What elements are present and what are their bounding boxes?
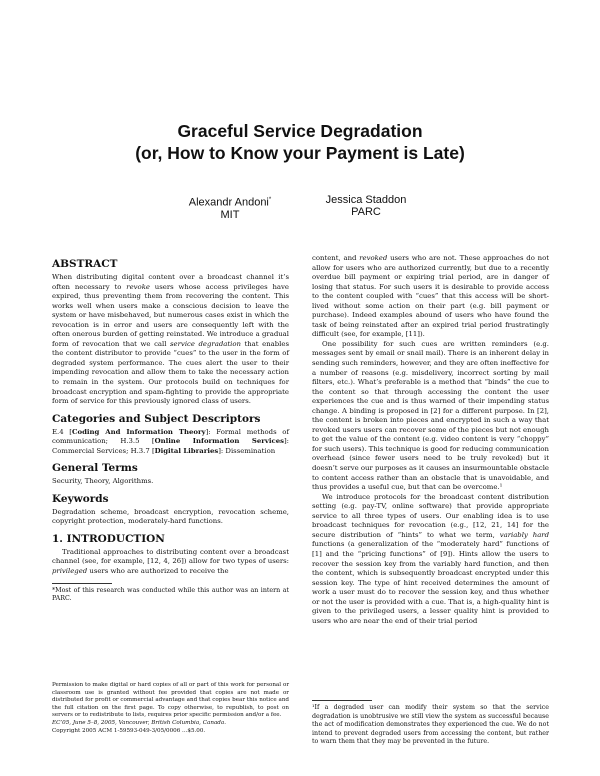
right-column [312, 254, 549, 626]
title-line-1: Graceful Service Degradation [177, 121, 423, 141]
categories-heading: Categories and Subject Descriptors [52, 412, 261, 425]
title-line-2: (or, How to Know your Payment is Late) [135, 143, 465, 163]
degradation-footnote [312, 700, 549, 747]
copyright-line: Copyright 2005 ACM 1-59593-049-3/05/0006 ...$5.00. [52, 727, 206, 734]
author-footnote: *Most of this research was conducted while this author was an intern at PARC. [52, 586, 289, 602]
categories-text: E.4 [Coding And Information Theory]: Formal methods of communication; H.3.5 [Online Information Services]: Commercial Services; H.3.7 [Digital Libraries]: Dissemination [52, 427, 290, 455]
keywords-text: Degradation scheme, broadcast encryption, revocation scheme, copyright protection, moderately-hard functions. [52, 507, 289, 526]
author-1-name: Alexandr Andoni [188, 196, 269, 209]
footnote-rule-2 [312, 700, 372, 701]
right-paragraph-1: content, and revoked users who are not. These approaches do not allow for users who are authorized currently, but due to a recently overdue bill payment or expiring trial period, are in danger of losing that status. For such users it is desirable to provide access to the content coupled with “cues” that this access will be short-lived without some action on their part (e.g. bill payment or purchase). Indeed examples abound of users who have found the task of being reinstated after an expired trial period frustratingly difficult (see, for example, [11]). [312, 254, 549, 339]
author-1 [160, 194, 300, 221]
author-1-affiliation: MIT [220, 208, 240, 221]
general-terms-text: Security, Theory, Algorithms. [52, 477, 154, 486]
introduction-heading: 1. INTRODUCTION [52, 532, 165, 545]
author-2-affiliation: PARC [351, 206, 381, 218]
left-column [52, 256, 289, 603]
venue-line: EC’05, June 5–8, 2005, Vancouver, British Columbia, Canada. [52, 719, 226, 726]
permission-notice [52, 682, 289, 735]
general-terms-heading: General Terms [52, 462, 138, 475]
author-2-name: Jessica Staddon [325, 194, 407, 206]
author-2 [296, 194, 436, 218]
introduction-text: Traditional approaches to distributing content over a broadcast channel (see, for example, [12, 4, 26]) allow for two types of users: privileged users who are authorized to receive the [52, 547, 289, 576]
abstract-text: When distributing digital content over a broadcast channel it’s often necessary to revoke users whose access privileges have expired, thus preventing them from recovering the content. This works well when users make a conscious decision to leave the system or have misbehaved, but numerous cases exist in which the revocation is in error and users are consequently left with the often onerous burden of getting reinstated. We introduce a gradual form of revocation that we call service degradation that enables the content distributor to provide “cues” to the user in the form of degraded system performance. The cues alert the user to their impending revocation and allow them to take the necessary action to remain in the system. Our protocols build on techniques for broadcast encryption and spam-fighting to provide the appropriate form of service for this previously ignored class of users. [52, 273, 289, 406]
keywords-heading: Keywords [52, 492, 109, 505]
footnote-rule [52, 583, 112, 584]
abstract-heading: ABSTRACT [52, 258, 118, 270]
permission-text: Permission to make digital or hard copies of all or part of this work for personal or classroom use is granted without fee provided that copies are not made or distributed for profit or commercial advantage and that copies bear this notice and the full citation on the first page. To copy otherwise, to republish, to post on servers or to redistribute to lists, requires prior specific permission and/or a fee. [52, 682, 289, 719]
right-paragraph-2: One possibility for such cues are written reminders (e.g. messages sent by email or snail mail). There is an inherent delay in sending such reminders, however, and they are often ineffective for a number of reasons (e.g. misdelivery, incorrect sorting by mail filters, etc.). What’s preferable is a method that “binds” the cue to the content so that through accessing the content the user experiences the cue and is thus warned of their impending status change. A binding is proposed in [2] for a different purpose. In [2], the content is broken into pieces and encrypted in such a way that revoked users users can recover some of the pieces but not enough to get the value of the content (e.g. video content is very “choppy” for such users). This technique is good for reducing communication overhead (since fewer users need to be truly revoked) but it doesn’t serve our purposes as it causes an insurmountable obstacle to content access rather than an obstacle that is unavoidable, and thus provides a useful cue, but that can be overcome.¹ [312, 339, 549, 492]
paper-title [0, 120, 600, 164]
author-1-footnote-mark: * [268, 197, 272, 203]
degradation-footnote-text: ¹If a degraded user can modify their system so that the service degradation is unobtrusive we still view the system as successful because the act of modification demonstrates they experienced the cue. We do not intend to prevent degraded users from accessing the content, but rather to warn them that they may be prevented in the future. [312, 704, 549, 746]
right-paragraph-3: We introduce protocols for the broadcast content distribution setting (e.g. pay-TV, online software) that provide appropriate service to all three types of users. Our enabling idea is to use broadcast techniques for revocation (e.g., [12, 21, 14] for the secure distribution of “hints” to what we term, variably hard functions (a generalization of the “moderately hard” functions of [1] and the “pricing functions” of [9]). Hints allow the users to recover the session key from the variably hard function, and then the content, which is subsequently broadcast encrypted under this session key. The type of hint received determines the amount of work a user must do to recover the session key, and thus whether or not the user is provided with a cue. That is, a high-quality hint is given to the privileged users, a lesser quality hint is provided to users who are near the end of their trial period [312, 492, 550, 625]
